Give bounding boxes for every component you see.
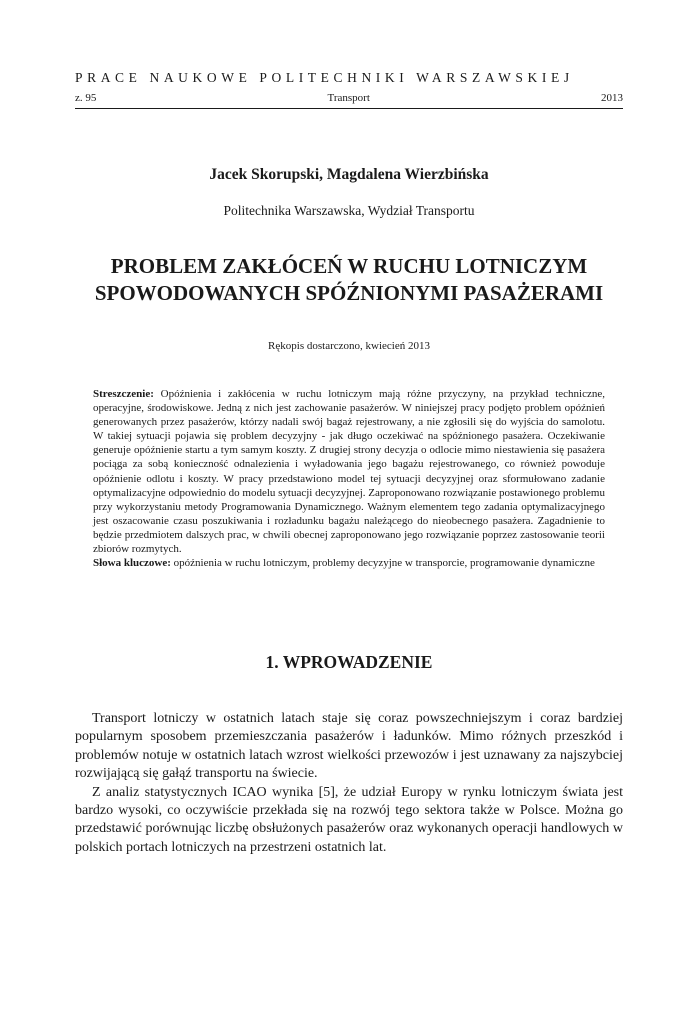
title-line-1: PROBLEM ZAKŁÓCEŃ W RUCHU LOTNICZYM <box>110 254 588 278</box>
issue-number: z. 95 <box>75 92 97 104</box>
affiliation: Politechnika Warszawska, Wydział Transportu <box>223 203 475 218</box>
abstract <box>93 387 605 570</box>
issue-meta-row <box>75 92 623 104</box>
journal-name: PRACE NAUKOWE POLITECHNIKI WARSZAWSKIEJ <box>75 70 574 85</box>
body-paragraph: Transport lotniczy w ostatnich latach staje się coraz powszechniejszym i coraz bardziej popularnym sposobem przemieszczania pasażerów i ładunków. Mimo różnych przeszkód i problemów notuje w ostatnich latach wzrost wielkości przewozów i jest uznawany za najszybciej rozwijającą się gałąź transportu na świecie. <box>75 711 623 782</box>
header-rule <box>75 108 623 109</box>
title-line-2: SPOWODOWANYCH SPÓŹNIONYMI PASAŻERAMI <box>94 281 604 305</box>
body-paragraph: Z analiz statystycznych ICAO wynika [5], że udział Europy w rynku lotniczym świata jest bardzo wysoki, co oczywiście przekłada się na rozwój tego sektora także w Polsce. Można go przedstawić porównując liczbę obsłużonych pasażerów oraz wykonanych operacji handlowych w polskich portach lotniczych na przestrzeni ostatnich lat. <box>75 784 623 855</box>
authors: Jacek Skorupski, Magdalena Wierzbińska <box>209 166 489 183</box>
section-body <box>75 710 623 857</box>
received-date: Rękopis dostarczono, kwiecień 2013 <box>268 340 430 352</box>
paper-title <box>75 253 623 307</box>
series-name: Transport <box>327 92 370 104</box>
abstract-label: Streszczenie: <box>93 388 154 400</box>
abstract-text: Opóźnienia i zakłócenia w ruchu lotniczym mają różne przyczyny, na przykład techniczne, operacyjne, środowiskowe. Jedną z nich jest zachowanie pasażerów. W niniejszej pracy podjęto problem opóźnień generowanych przez pasażerów, którzy nadali swój bagaż rejestrowany, a nie zgłosili się do wyjścia do samolotu. W takiej sytuacji pojawia się problem decyzyjny - jak długo oczekiwać na spóźnionego pasażera. Oczekiwanie generuje opóźnienie startu a tym samym koszty. Z drugiej strony decyzja o odlocie mimo niestawienia się pasażera pociąga za sobą konieczność odnalezienia i wyładowania jego bagażu rejestrowanego, co również powoduje opóźnienie odlotu i koszty. W pracy przedstawiono model tej sytuacji decyzyjnej oraz sformułowano zadanie optymalizacyjne odpowiednio do modelu sytuacji decyzyjnej. Zaproponowano rozwiązanie postawionego problemu przy wykorzystaniu metody Programowania Dynamicznego. Ważnym elementem tego zadania optymalizacyjnego jest oszacowanie czasu poszukiwania i rozładunku bagażu należącego do nieobecnego pasażera. Zagadnienie to będzie przedmiotem dalszych prac, w chwili obecnej zaproponowano jego rozwiązanie poprzez zastosowanie teorii zbiorów rozmytych. <box>93 388 606 556</box>
issue-year: 2013 <box>601 92 623 104</box>
keywords-paragraph <box>93 556 605 570</box>
keywords-text: opóźnienia w ruchu lotniczym, problemy decyzyjne w transporcie, programowanie dynamiczne <box>173 557 595 570</box>
section-heading: 1. WPROWADZENIE <box>265 652 433 672</box>
keywords-label: Słowa kluczowe: <box>93 557 171 570</box>
abstract-paragraph <box>93 387 605 556</box>
